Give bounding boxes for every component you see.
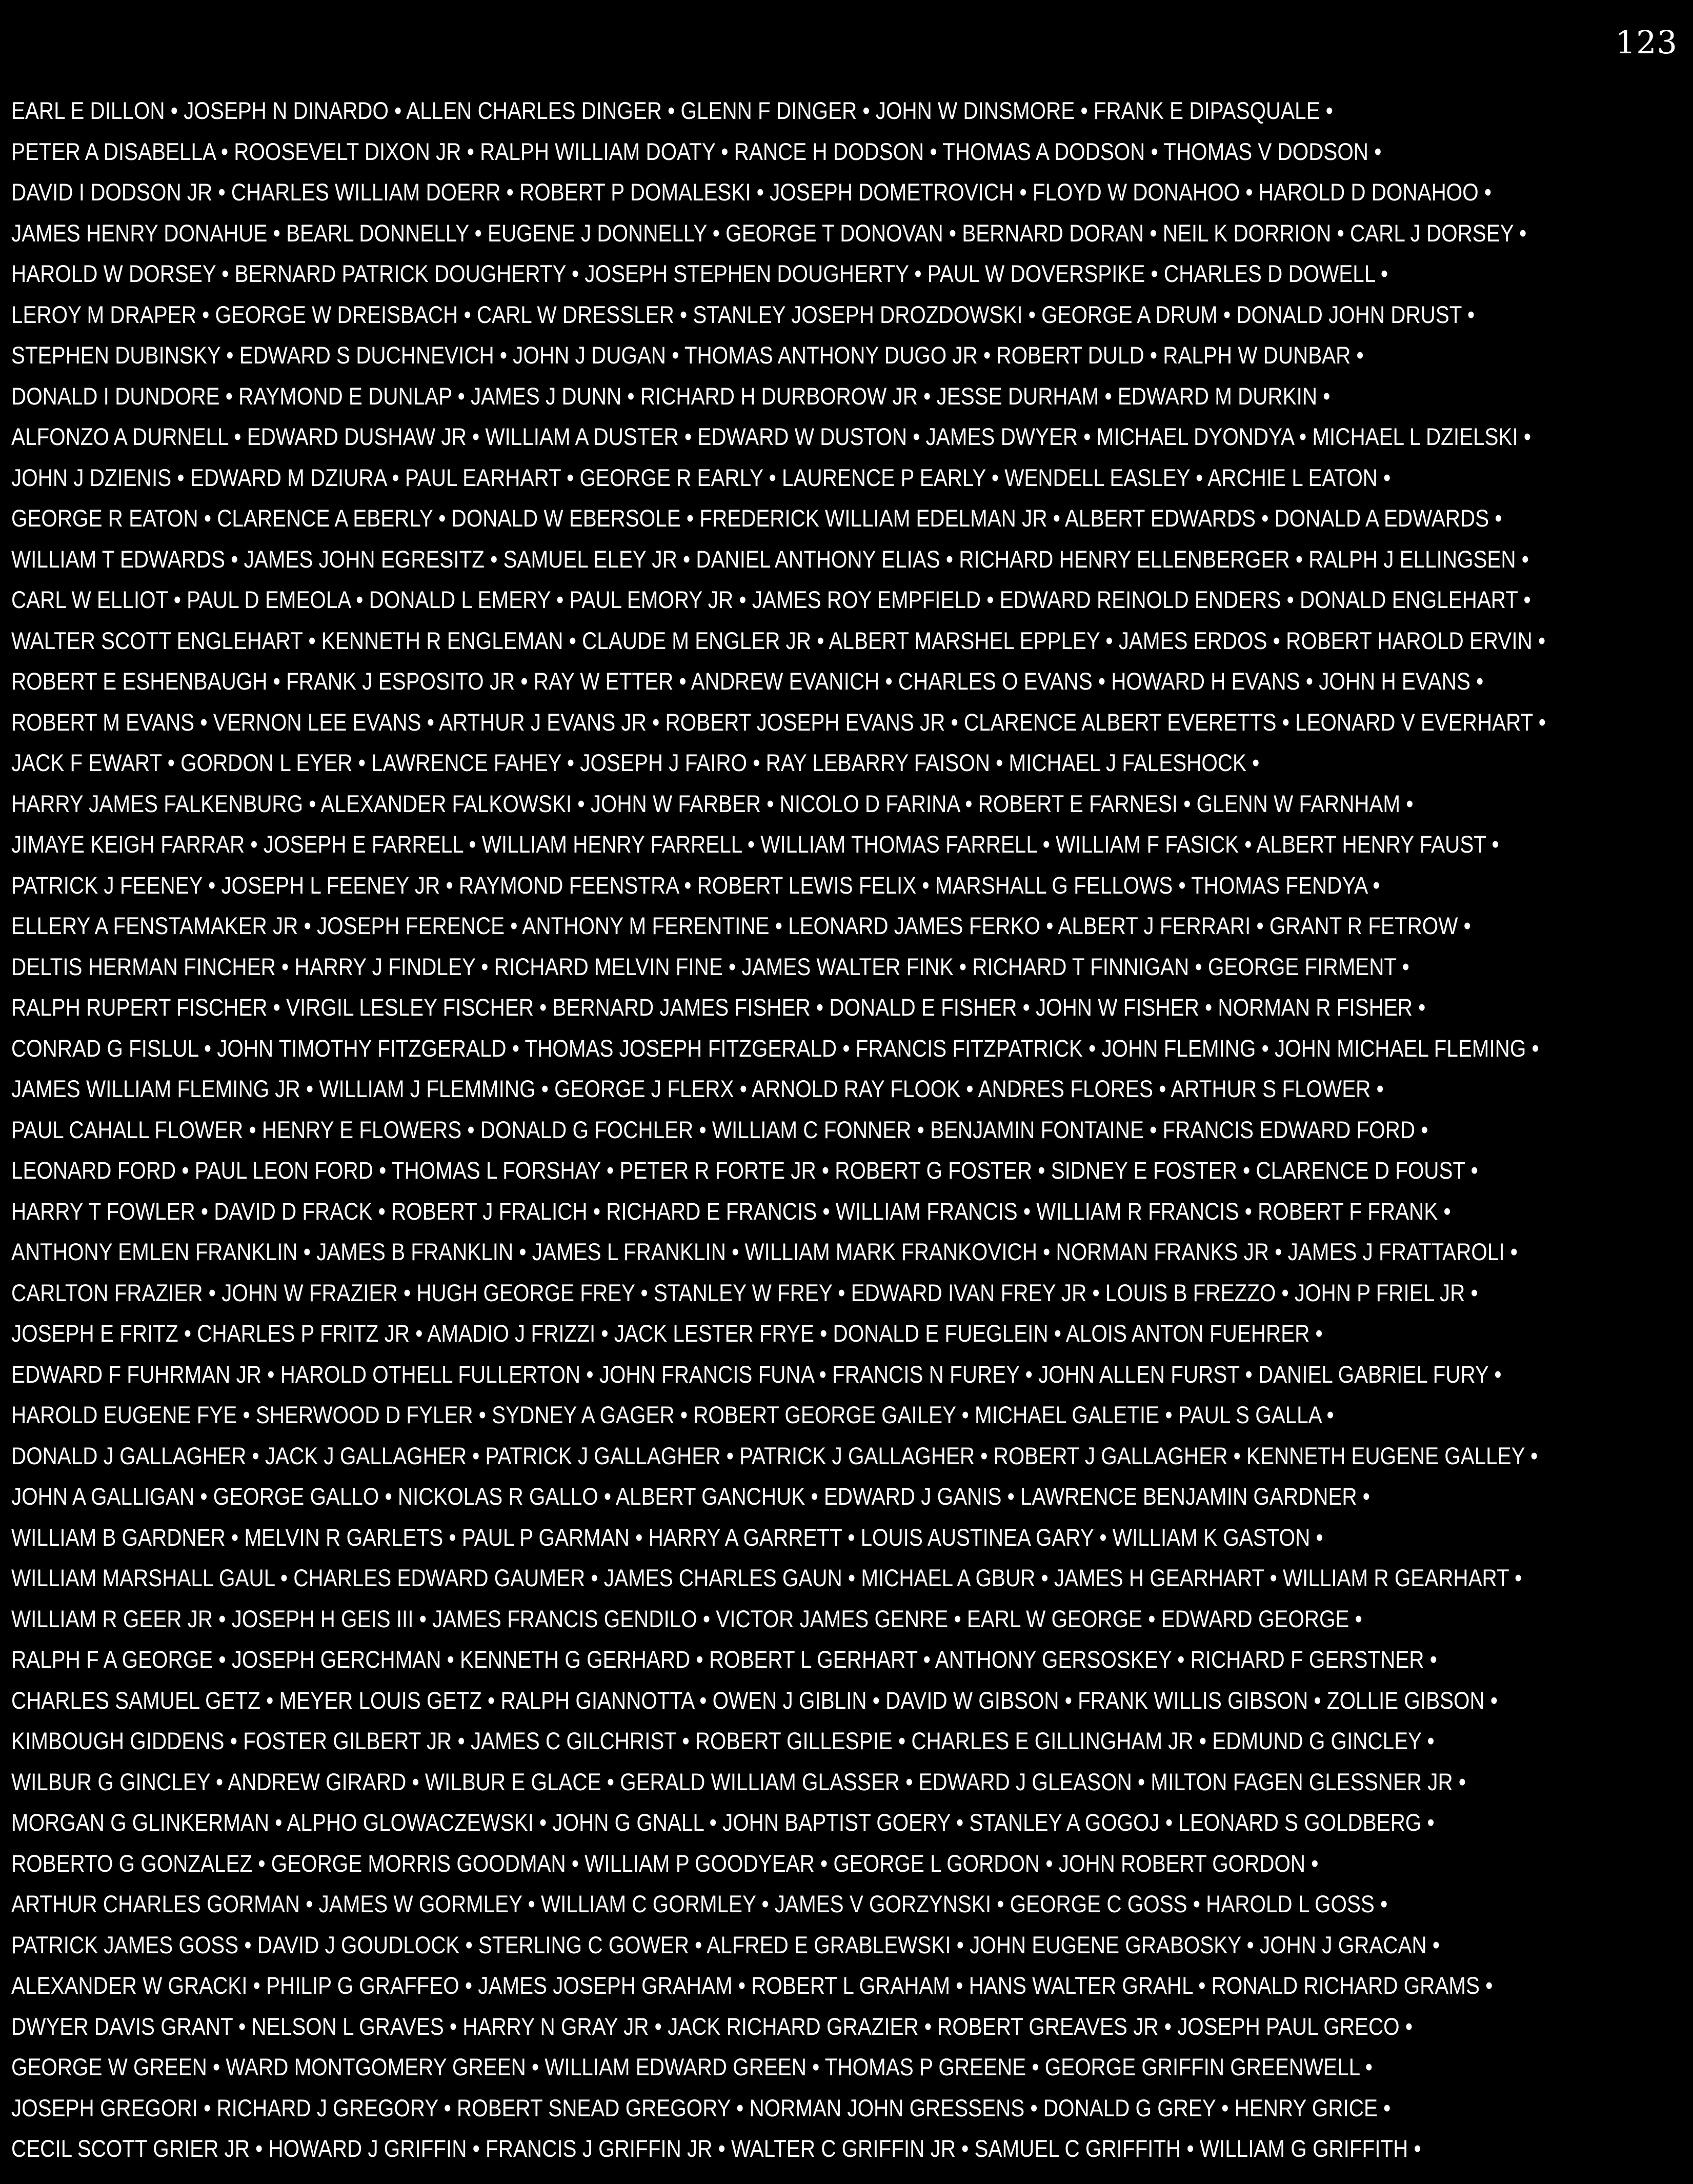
name-line: EDWARD F FUHRMAN JR • HAROLD OTHELL FULLERTON • JOHN FRANCIS FUNA • FRANCIS N FUREY • JOHN ALLEN FURST • DANIEL GABRIEL FURY • [11, 1360, 1502, 1388]
name-line: CARL W ELLIOT • PAUL D EMEOLA • DONALD L EMERY • PAUL EMORY JR • JAMES ROY EMPFIELD • EDWARD REINOLD ENDERS • DONALD ENGLEHART • [11, 586, 1531, 613]
name-line: JOSEPH E FRITZ • CHARLES P FRITZ JR • AMADIO J FRIZZI • JACK LESTER FRYE • DONALD E FUEGLEIN • ALOIS ANTON FUEHRER • [11, 1320, 1323, 1347]
name-line: LEROY M DRAPER • GEORGE W DREISBACH • CARL W DRESSLER • STANLEY JOSEPH DROZDOWSKI • GEORGE A DRUM • DONALD JOHN DRUST • [11, 300, 1475, 328]
name-line: KIMBOUGH GIDDENS • FOSTER GILBERT JR • JAMES C GILCHRIST • ROBERT GILLESPIE • CHARLES E GILLINGHAM JR • EDMUND G GINCLEY • [11, 1727, 1435, 1754]
name-line: PATRICK JAMES GOSS • DAVID J GOUDLOCK • STERLING C GOWER • ALFRED E GRABLEWSKI • JOHN EUGENE GRABOSKY • JOHN J GRACAN • [11, 1931, 1440, 1958]
name-line: CECIL SCOTT GRIER JR • HOWARD J GRIFFIN • FRANCIS J GRIFFIN JR • WALTER C GRIFFIN JR • SAMUEL C GRIFFITH • WILLIAM G GRIFFITH • [11, 2135, 1421, 2162]
name-line: GEORGE R EATON • CLARENCE A EBERLY • DONALD W EBERSOLE • FREDERICK WILLIAM EDELMAN JR • ALBERT EDWARDS • DONALD A EDWARDS • [11, 504, 1502, 532]
name-line: WILBUR G GINCLEY • ANDREW GIRARD • WILBUR E GLACE • GERALD WILLIAM GLASSER • EDWARD J GLEASON • MILTON FAGEN GLESSNER JR • [11, 1768, 1466, 1795]
name-line: JAMES HENRY DONAHUE • BEARL DONNELLY • EUGENE J DONNELLY • GEORGE T DONOVAN • BERNARD DORAN • NEIL K DORRION • CARL J DORSEY • [11, 219, 1527, 247]
name-line: EARL E DILLON • JOSEPH N DINARDO • ALLEN CHARLES DINGER • GLENN F DINGER • JOHN W DINSMORE • FRANK E DIPASQUALE • [11, 97, 1333, 124]
name-line: JIMAYE KEIGH FARRAR • JOSEPH E FARRELL • WILLIAM HENRY FARRELL • WILLIAM THOMAS FARRELL • WILLIAM F FASICK • ALBERT HENRY FAUST • [11, 831, 1499, 858]
name-line: CARLTON FRAZIER • JOHN W FRAZIER • HUGH GEORGE FREY • STANLEY W FREY • EDWARD IVAN FREY JR • LOUIS B FREZZO • JOHN P FRIEL JR • [11, 1279, 1478, 1306]
name-line: ELLERY A FENSTAMAKER JR • JOSEPH FERENCE • ANTHONY M FERENTINE • LEONARD JAMES FERKO • ALBERT J FERRARI • GRANT R FETROW • [11, 912, 1471, 939]
name-line: ROBERT M EVANS • VERNON LEE EVANS • ARTHUR J EVANS JR • ROBERT JOSEPH EVANS JR • CLARENCE ALBERT EVERETTS • LEONARD V EVERHART • [11, 708, 1546, 736]
name-line: HAROLD W DORSEY • BERNARD PATRICK DOUGHERTY • JOSEPH STEPHEN DOUGHERTY • PAUL W DOVERSPIKE • CHARLES D DOWELL • [11, 260, 1388, 287]
name-line: DWYER DAVIS GRANT • NELSON L GRAVES • HARRY N GRAY JR • JACK RICHARD GRAZIER • ROBERT GREAVES JR • JOSEPH PAUL GRECO • [11, 2012, 1413, 2040]
name-line: JOHN J DZIENIS • EDWARD M DZIURA • PAUL EARHART • GEORGE R EARLY • LAURENCE P EARLY • WENDELL EASLEY • ARCHIE L EATON • [11, 463, 1391, 491]
name-line: DAVID I DODSON JR • CHARLES WILLIAM DOERR • ROBERT P DOMALESKI • JOSEPH DOMETROVICH • FLOYD W DONAHOO • HAROLD D DONAHOO • [11, 178, 1492, 206]
name-line: WILLIAM R GEER JR • JOSEPH H GEIS III • JAMES FRANCIS GENDILO • VICTOR JAMES GENRE • EARL W GEORGE • EDWARD GEORGE • [11, 1605, 1362, 1632]
name-line: DELTIS HERMAN FINCHER • HARRY J FINDLEY • RICHARD MELVIN FINE • JAMES WALTER FINK • RICHARD T FINNIGAN • GEORGE FIRMENT • [11, 953, 1409, 980]
name-line: MORGAN G GLINKERMAN • ALPHO GLOWACZEWSKI • JOHN G GNALL • JOHN BAPTIST GOERY • STANLEY A GOGOJ • LEONARD S GOLDBERG • [11, 1809, 1435, 1836]
name-line: STEPHEN DUBINSKY • EDWARD S DUCHNEVICH • JOHN J DUGAN • THOMAS ANTHONY DUGO JR • ROBERT DULD • RALPH W DUNBAR • [11, 341, 1364, 369]
name-line: JAMES WILLIAM FLEMING JR • WILLIAM J FLEMMING • GEORGE J FLERX • ARNOLD RAY FLOOK • ANDRES FLORES • ARTHUR S FLOWER • [11, 1075, 1384, 1102]
name-line: JACK F EWART • GORDON L EYER • LAWRENCE FAHEY • JOSEPH J FAIRO • RAY LEBARRY FAISON • MICHAEL J FALESHOCK • [11, 749, 1260, 776]
name-line: JOSEPH GREGORI • RICHARD J GREGORY • ROBERT SNEAD GREGORY • NORMAN JOHN GRESSENS • DONALD G GREY • HENRY GRICE • [11, 2094, 1391, 2121]
name-line: PAUL CAHALL FLOWER • HENRY E FLOWERS • DONALD G FOCHLER • WILLIAM C FONNER • BENJAMIN FONTAINE • FRANCIS EDWARD FORD • [11, 1116, 1428, 1143]
name-line: PATRICK J FEENEY • JOSEPH L FEENEY JR • RAYMOND FEENSTRA • ROBERT LEWIS FELIX • MARSHALL G FELLOWS • THOMAS FENDYA • [11, 871, 1380, 899]
name-line: HAROLD EUGENE FYE • SHERWOOD D FYLER • SYDNEY A GAGER • ROBERT GEORGE GAILEY • MICHAEL GALETIE • PAUL S GALLA • [11, 1401, 1334, 1428]
name-line: LEONARD FORD • PAUL LEON FORD • THOMAS L FORSHAY • PETER R FORTE JR • ROBERT G FOSTER • SIDNEY E FOSTER • CLARENCE D FOUST • [11, 1157, 1478, 1184]
name-line: DONALD J GALLAGHER • JACK J GALLAGHER • PATRICK J GALLAGHER • PATRICK J GALLAGHER • ROBERT J GALLAGHER • KENNETH EUGENE GALLEY • [11, 1442, 1538, 1469]
name-line: HARRY JAMES FALKENBURG • ALEXANDER FALKOWSKI • JOHN W FARBER • NICOLO D FARINA • ROBERT E FARNESI • GLENN W FARNHAM • [11, 790, 1414, 817]
name-line: ROBERTO G GONZALEZ • GEORGE MORRIS GOODMAN • WILLIAM P GOODYEAR • GEORGE L GORDON • JOHN ROBERT GORDON • [11, 1849, 1319, 1877]
names-list [11, 90, 1683, 2169]
name-line: PETER A DISABELLA • ROOSEVELT DIXON JR • RALPH WILLIAM DOATY • RANCE H DODSON • THOMAS A DODSON • THOMAS V DODSON • [11, 137, 1382, 165]
name-line: ANTHONY EMLEN FRANKLIN • JAMES B FRANKLIN • JAMES L FRANKLIN • WILLIAM MARK FRANKOVICH • NORMAN FRANKS JR • JAMES J FRATTAROLI • [11, 1238, 1518, 1265]
name-line: ARTHUR CHARLES GORMAN • JAMES W GORMLEY • WILLIAM C GORMLEY • JAMES V GORZYNSKI • GEORGE C GOSS • HAROLD L GOSS • [11, 1890, 1388, 1917]
name-line: DONALD I DUNDORE • RAYMOND E DUNLAP • JAMES J DUNN • RICHARD H DURBOROW JR • JESSE DURHAM • EDWARD M DURKIN • [11, 382, 1331, 410]
name-line: RALPH F A GEORGE • JOSEPH GERCHMAN • KENNETH G GERHARD • ROBERT L GERHART • ANTHONY GERSOSKEY • RICHARD F GERSTNER • [11, 1646, 1437, 1673]
name-line: WILLIAM T EDWARDS • JAMES JOHN EGRESITZ • SAMUEL ELEY JR • DANIEL ANTHONY ELIAS • RICHARD HENRY ELLENBERGER • RALPH J ELLINGSEN • [11, 545, 1529, 573]
name-line: WALTER SCOTT ENGLEHART • KENNETH R ENGLEMAN • CLAUDE M ENGLER JR • ALBERT MARSHEL EPPLEY • JAMES ERDOS • ROBERT HAROLD ERVIN • [11, 626, 1546, 654]
name-line: WILLIAM MARSHALL GAUL • CHARLES EDWARD GAUMER • JAMES CHARLES GAUN • MICHAEL A GBUR • JAMES H GEARHART • WILLIAM R GEARHART • [11, 1564, 1522, 1591]
name-line: ROBERT E ESHENBAUGH • FRANK J ESPOSITO JR • RAY W ETTER • ANDREW EVANICH • CHARLES O EVANS • HOWARD H EVANS • JOHN H EVANS • [11, 668, 1484, 695]
name-line: ALEXANDER W GRACKI • PHILIP G GRAFFEO • JAMES JOSEPH GRAHAM • ROBERT L GRAHAM • HANS WALTER GRAHL • RONALD RICHARD GRAMS • [11, 1972, 1493, 1999]
name-line: CHARLES SAMUEL GETZ • MEYER LOUIS GETZ • RALPH GIANNOTTA • OWEN J GIBLIN • DAVID W GIBSON • FRANK WILLIS GIBSON • ZOLLIE GIBSON • [11, 1686, 1498, 1714]
name-line: ALFONZO A DURNELL • EDWARD DUSHAW JR • WILLIAM A DUSTER • EDWARD W DUSTON • JAMES DWYER • MICHAEL DYONDYA • MICHAEL L DZIELSKI • [11, 423, 1531, 450]
name-line: JOHN A GALLIGAN • GEORGE GALLO • NICKOLAS R GALLO • ALBERT GANCHUK • EDWARD J GANIS • LAWRENCE BENJAMIN GARDNER • [11, 1483, 1370, 1510]
name-line: WILLIAM B GARDNER • MELVIN R GARLETS • PAUL P GARMAN • HARRY A GARRETT • LOUIS AUSTINEA GARY • WILLIAM K GASTON • [11, 1523, 1323, 1551]
name-line: RALPH RUPERT FISCHER • VIRGIL LESLEY FISCHER • BERNARD JAMES FISHER • DONALD E FISHER • JOHN W FISHER • NORMAN R FISHER • [11, 994, 1426, 1021]
name-line: HARRY T FOWLER • DAVID D FRACK • ROBERT J FRALICH • RICHARD E FRANCIS • WILLIAM FRANCIS • WILLIAM R FRANCIS • ROBERT F FRANK • [11, 1197, 1451, 1225]
name-line: CONRAD G FISLUL • JOHN TIMOTHY FITZGERALD • THOMAS JOSEPH FITZGERALD • FRANCIS FITZPATRICK • JOHN FLEMING • JOHN MICHAEL FLEMING • [11, 1034, 1539, 1062]
page-number: 123 [1615, 24, 1678, 61]
name-line: GEORGE W GREEN • WARD MONTGOMERY GREEN • WILLIAM EDWARD GREEN • THOMAS P GREENE • GEORGE GRIFFIN GREENWELL • [11, 2053, 1373, 2080]
